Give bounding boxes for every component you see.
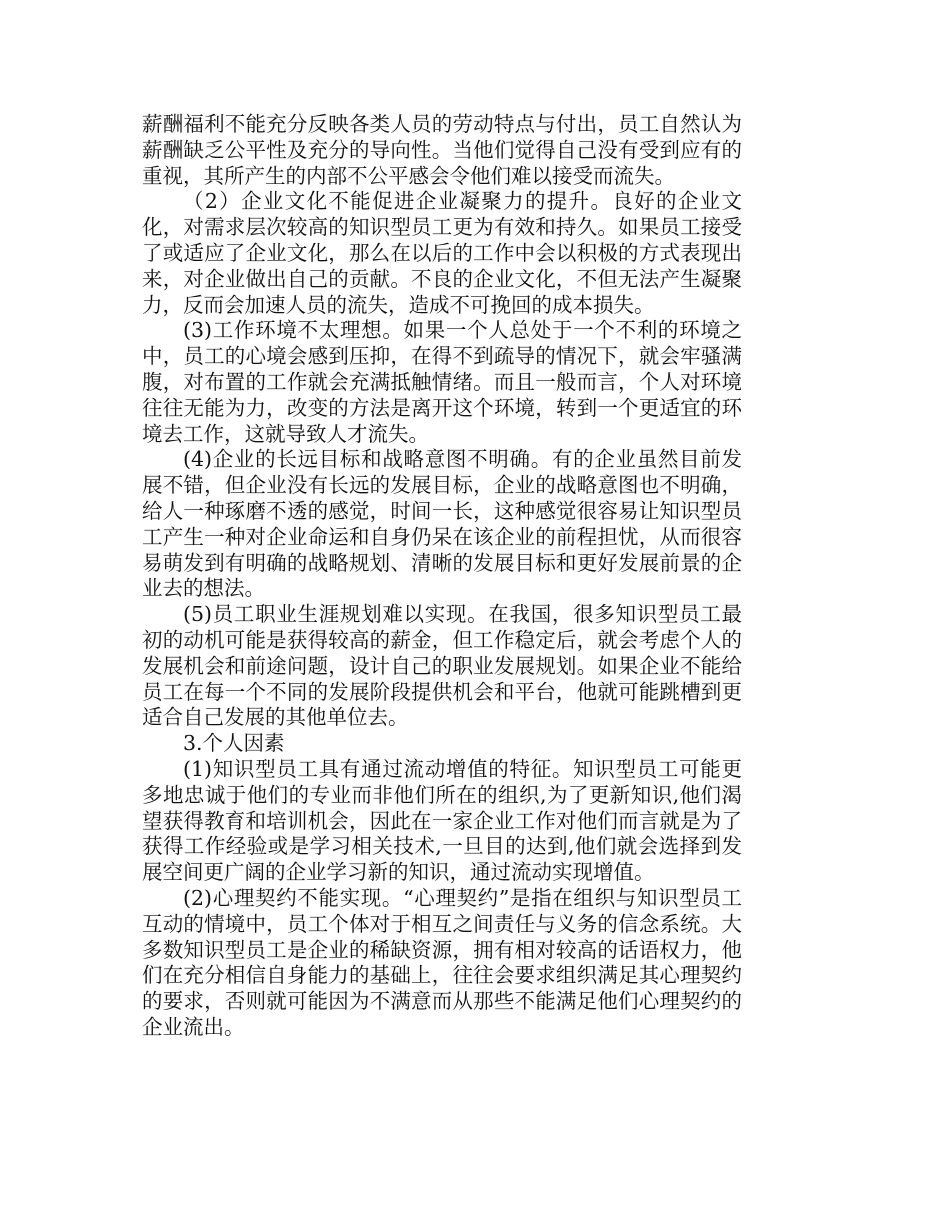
document-page	[142, 112, 742, 1041]
paragraph-strategic-goals: (4)企业的长远目标和战略意图不明确。有的企业虽然目前发展不错，但企业没有长远的发展目标，企业的战略意图也不明确，给人一种琢磨不透的感觉，时间一长，这种感觉很容易让知识型员工产生一种对企业命运和自身仍呆在该企业的前程担忧，从而很容易萌发到有明确的战略规划、清晰的发展目标和更好发展前景的企业去的想法。	[142, 447, 742, 601]
section-heading-personal-factors: 3.个人因素	[183, 731, 285, 756]
paragraph-salary-continuation: 薪酬福利不能充分反映各类人员的劳动特点与付出，员工自然认为薪酬缺乏公平性及充分的导向性。当他们觉得自己没有受到应有的重视，其所产生的内部不公平感会令他们难以接受而流失。	[142, 112, 742, 188]
paragraph-career-planning: (5)员工职业生涯规划难以实现。在我国，很多知识型员工最初的动机可能是获得较高的薪金，但工作稳定后，就会考虑个人的发展机会和前途问题，设计自己的职业发展规划。如果企业不能给员工在每一个不同的发展阶段提供机会和平台，他就可能跳槽到更适合自己发展的其他单位去。	[142, 602, 742, 730]
paragraph-psychological-contract: (2)心理契约不能实现。“心理契约”是指在组织与知识型员工互动的情境中，员工个体对于相互之间责任与义务的信念系统。大多数知识型员工是企业的稀缺资源，拥有相对较高的话语权力，他们在充分相信自身能力的基础上，往往会要求组织满足其心理契约的要求，否则就可能因为不满意而从那些不能满足他们心理契约的企业流出。	[142, 885, 742, 1039]
paragraph-corporate-culture: （2）企业文化不能促进企业凝聚力的提升。良好的企业文化，对需求层次较高的知识型员工更为有效和持久。如果员工接受了或适应了企业文化，那么在以后的工作中会以积极的方式表现出来，对企业做出自己的贡献。不良的企业文化，不但无法产生凝聚力，反而会加速人员的流失，造成不可挽回的成本损失。	[142, 189, 742, 317]
paragraph-work-environment: (3)工作环境不太理想。如果一个人总处于一个不利的环境之中，员工的心境会感到压抑，在得不到疏导的情况下，就会牢骚满腹，对布置的工作就会充满抵触情绪。而且一般而言，个人对环境往往无能为力，改变的方法是离开这个环境，转到一个更适宜的环境去工作，这就导致人才流失。	[142, 318, 742, 446]
paragraph-value-through-mobility: (1)知识型员工具有通过流动增值的特征。知识型员工可能更多地忠诚于他们的专业而非他们所在的组织,为了更新知识,他们渴望获得教育和培训机会，因此在一家企业工作对他们而言就是为了获得工作经验或是学习相关技术,一旦目的达到,他们就会选择到发展空间更广阔的企业学习新的知识，通过流动实现增值。	[142, 756, 742, 885]
